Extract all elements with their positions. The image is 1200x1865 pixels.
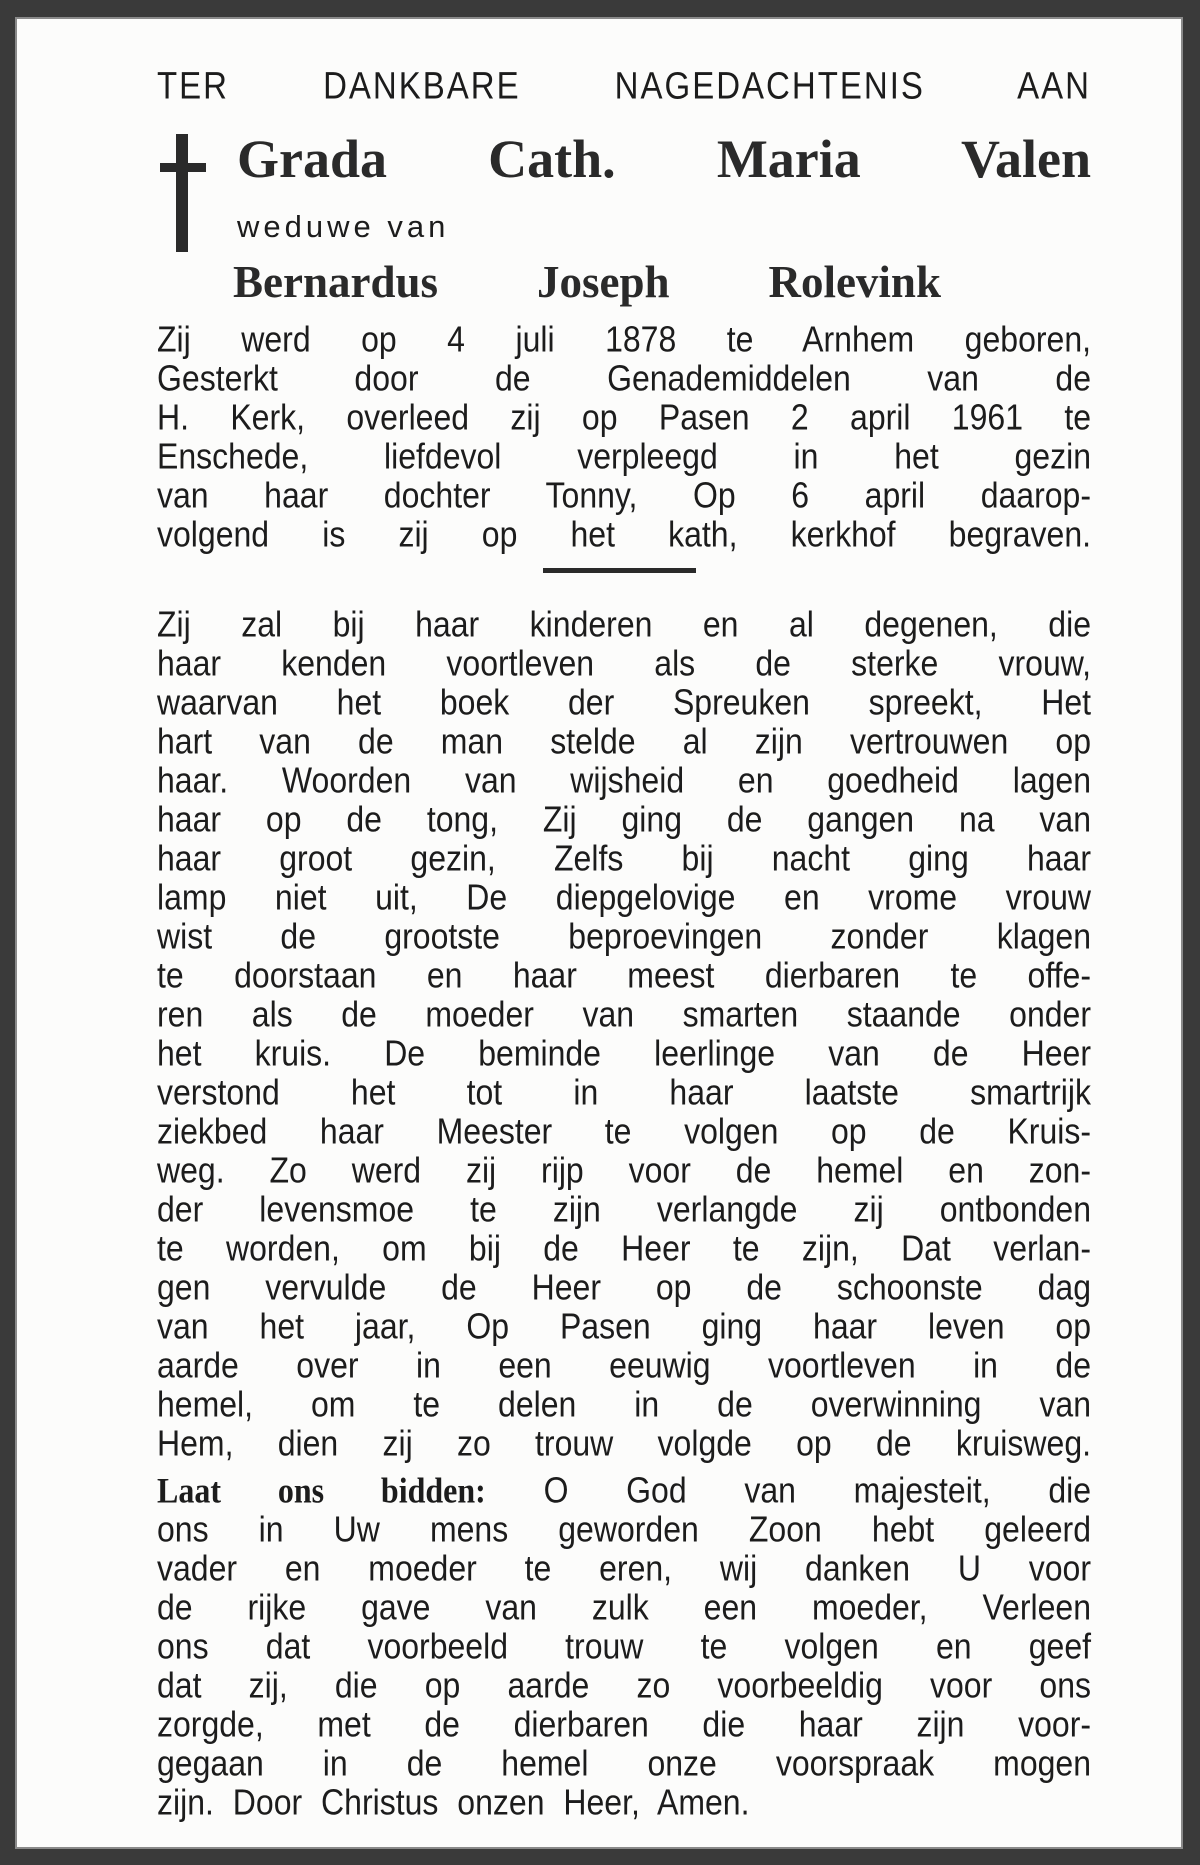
- text-line: van haar dochter Tonny, Op 6 april daarop-: [157, 474, 1091, 516]
- text-line: de rijke gave van zulk een moeder, Verleen: [157, 1586, 1091, 1628]
- text-line: verstond het tot in haar laatste smartrijk: [157, 1071, 1091, 1113]
- relation-text: weduwe van: [237, 209, 450, 244]
- text-line: aarde over in een eeuwig voortleven in de: [157, 1344, 1091, 1386]
- deceased-name: Grada Cath. Maria Valen: [237, 129, 1091, 189]
- text-line: het kruis. De beminde leerlinge van de Heer: [157, 1032, 1091, 1074]
- text-line: te doorstaan en haar meest dierbaren te offe-: [157, 954, 1091, 996]
- text-line: ons in Uw mens geworden Zoon hebt geleerd: [157, 1508, 1091, 1550]
- text-line: haar groot gezin, Zelfs bij nacht ging haar: [157, 837, 1091, 879]
- text-line: haar op de tong, Zij ging de gangen na van: [157, 798, 1091, 840]
- text-line: zijn. Door Christus onzen Heer, Amen.: [157, 1781, 750, 1823]
- text-line: gegaan in de hemel onze voorspraak mogen: [157, 1742, 1091, 1784]
- text-line: Hem, dien zij zo trouw volgde op de kruisweg.: [157, 1422, 1091, 1464]
- text-line: waarvan het boek der Spreuken spreekt, Het: [157, 681, 1091, 723]
- text-line: Gesterkt door de Genademiddelen van de: [157, 357, 1091, 399]
- text-line: weg. Zo werd zij rijp voor de hemel en zon-: [157, 1149, 1091, 1191]
- tribute-paragraph: [157, 605, 1091, 1463]
- prayer-paragraph: [157, 1471, 1091, 1822]
- text-line: van het jaar, Op Pasen ging haar leven op: [157, 1305, 1091, 1347]
- text-line: wist de grootste beproevingen zonder klagen: [157, 915, 1091, 957]
- text-line: haar. Woorden van wijsheid en goedheid lagen: [157, 759, 1091, 801]
- header-title: TER DANKBARE NAGEDACHTENIS AAN: [157, 64, 1091, 107]
- text-line: zorgde, met de dierbaren die haar zijn voor-: [157, 1703, 1091, 1745]
- text-line: dat zij, die op aarde zo voorbeeldig voor ons: [157, 1664, 1091, 1706]
- text-line: gen vervulde de Heer op de schoonste dag: [157, 1266, 1091, 1308]
- prayer-line: [157, 1469, 1091, 1513]
- text-line: ren als de moeder van smarten staande onder: [157, 993, 1091, 1035]
- text-line: ons dat voorbeeld trouw te volgen en geef: [157, 1625, 1091, 1667]
- cross-vertical-bar: [176, 134, 188, 252]
- text-line: vader en moeder te eren, wij danken U voor: [157, 1547, 1091, 1589]
- text-line: volgend is zij op het kath, kerkhof begraven.: [157, 513, 1091, 555]
- biography-paragraph: [157, 320, 1091, 554]
- text-line: ziekbed haar Meester te volgen op de Kruis-: [157, 1110, 1091, 1152]
- text-line: hemel, om te delen in de overwinning van: [157, 1383, 1091, 1425]
- text-line: Zij werd op 4 juli 1878 te Arnhem geboren,: [157, 318, 1091, 360]
- memorial-card: [15, 17, 1183, 1849]
- text-line: der levensmoe te zijn verlangde zij ontbonden: [157, 1188, 1091, 1230]
- text-line: Zij zal bij haar kinderen en al degenen, die: [157, 603, 1091, 645]
- text-line: lamp niet uit, De diepgelovige en vrome vrouw: [157, 876, 1091, 918]
- text-line: te worden, om bij de Heer te zijn, Dat verlan-: [157, 1227, 1091, 1269]
- text-line: H. Kerk, overleed zij op Pasen 2 april 1961 te: [157, 396, 1091, 438]
- text-line: hart van de man stelde al zijn vertrouwen op: [157, 720, 1091, 762]
- prayer-first-line: O God van majesteit, die: [543, 1469, 1092, 1511]
- text-line: Enschede, liefdevol verpleegd in het gezin: [157, 435, 1091, 477]
- text-line: haar kenden voortleven als de sterke vrouw,: [157, 642, 1091, 684]
- spouse-name: Bernardus Joseph Rolevink: [233, 257, 941, 307]
- divider-rule: [543, 568, 696, 573]
- cross-horizontal-bar: [160, 163, 206, 172]
- prayer-label: Laat ons bidden:: [157, 1469, 486, 1511]
